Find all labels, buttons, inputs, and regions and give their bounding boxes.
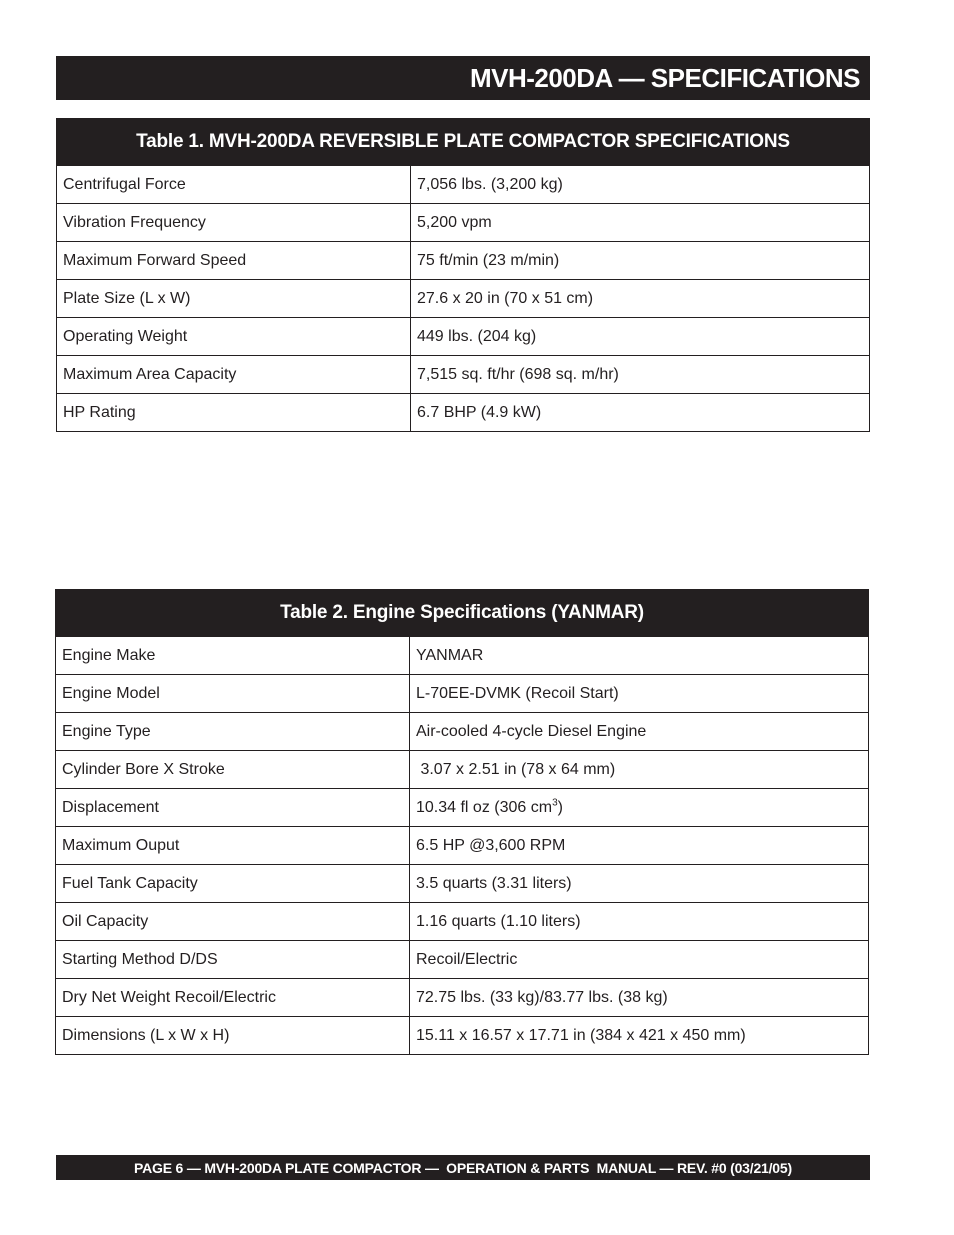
table-row xyxy=(57,166,870,204)
table-row xyxy=(57,394,870,432)
spec-value: 15.11 x 16.57 x 17.71 in (384 x 421 x 450 mm) xyxy=(410,1017,869,1055)
table-header-row xyxy=(57,119,870,166)
spec-label: Dry Net Weight Recoil/Electric xyxy=(56,979,410,1017)
table-row xyxy=(57,280,870,318)
spec-label: Starting Method D/DS xyxy=(56,941,410,979)
spec-value: 6.5 HP @3,600 RPM xyxy=(410,827,869,865)
table-row xyxy=(57,242,870,280)
table-row xyxy=(57,204,870,242)
spec-label: Fuel Tank Capacity xyxy=(56,865,410,903)
spec-value-text: 10.34 fl oz (306 cm xyxy=(416,798,553,816)
spec-value: 27.6 x 20 in (70 x 51 cm) xyxy=(411,280,870,318)
spec-value xyxy=(410,751,869,789)
compactor-specifications-table xyxy=(56,118,870,432)
table-row xyxy=(56,979,869,1017)
spec-value: L-70EE-DVMK (Recoil Start) xyxy=(410,675,869,713)
page-footer: PAGE 6 — MVH-200DA PLATE COMPACTOR — OPERATION & PARTS MANUAL — REV. #0 (03/21/05) xyxy=(134,1159,792,1176)
spec-label: Centrifugal Force xyxy=(57,166,411,204)
spec-label: Maximum Area Capacity xyxy=(57,356,411,394)
table-row xyxy=(56,751,869,789)
table-row xyxy=(56,1017,869,1055)
table-row xyxy=(56,865,869,903)
spec-value: Recoil/Electric xyxy=(410,941,869,979)
table-row xyxy=(56,789,869,827)
spec-label: Operating Weight xyxy=(57,318,411,356)
table-row xyxy=(56,713,869,751)
spec-value: Air-cooled 4-cycle Diesel Engine xyxy=(410,713,869,751)
spec-value-suffix: ) xyxy=(557,798,563,816)
spec-value: 75 ft/min (23 m/min) xyxy=(411,242,870,280)
spec-label: Cylinder Bore X Stroke xyxy=(56,751,410,789)
table-row xyxy=(56,637,869,675)
table-caption: Table 2. Engine Specifications (YANMAR) xyxy=(56,590,869,637)
spec-value: 7,515 sq. ft/hr (698 sq. m/hr) xyxy=(411,356,870,394)
spec-value: 5,200 vpm xyxy=(411,204,870,242)
table-caption: Table 1. MVH-200DA REVERSIBLE PLATE COMPACTOR SPECIFICATIONS xyxy=(57,119,870,166)
spec-value: 7,056 lbs. (3,200 kg) xyxy=(411,166,870,204)
spec-label: Engine Model xyxy=(56,675,410,713)
page-title-bar xyxy=(56,56,870,100)
page-title: MVH-200DA — SPECIFICATIONS xyxy=(469,62,860,93)
spec-label: Maximum Ouput xyxy=(56,827,410,865)
spec-value: 72.75 lbs. (33 kg)/83.77 lbs. (38 kg) xyxy=(410,979,869,1017)
spec-label: Engine Type xyxy=(56,713,410,751)
table-row xyxy=(56,675,869,713)
spec-value: 6.7 BHP (4.9 kW) xyxy=(411,394,870,432)
spec-value: 1.16 quarts (1.10 liters) xyxy=(410,903,869,941)
spec-label: Engine Make xyxy=(56,637,410,675)
table-row xyxy=(56,903,869,941)
spec-label: Oil Capacity xyxy=(56,903,410,941)
table-row xyxy=(57,356,870,394)
spec-label: HP Rating xyxy=(57,394,411,432)
spec-value-text: 3.07 x 2.51 in (78 x 64 mm) xyxy=(416,760,616,778)
page-footer-bar xyxy=(56,1155,870,1180)
spec-label: Vibration Frequency xyxy=(57,204,411,242)
spec-value: 449 lbs. (204 kg) xyxy=(411,318,870,356)
table-row xyxy=(56,827,869,865)
superscript: 3 xyxy=(552,797,558,809)
spec-label: Plate Size (L x W) xyxy=(57,280,411,318)
table-row xyxy=(56,941,869,979)
spec-label: Maximum Forward Speed xyxy=(57,242,411,280)
spec-label: Dimensions (L x W x H) xyxy=(56,1017,410,1055)
spec-value xyxy=(410,789,869,827)
engine-specifications-table xyxy=(55,589,869,1055)
table-row xyxy=(57,318,870,356)
spec-value: YANMAR xyxy=(410,637,869,675)
spec-value: 3.5 quarts (3.31 liters) xyxy=(410,865,869,903)
spec-label: Displacement xyxy=(56,789,410,827)
table-header-row xyxy=(56,590,869,637)
